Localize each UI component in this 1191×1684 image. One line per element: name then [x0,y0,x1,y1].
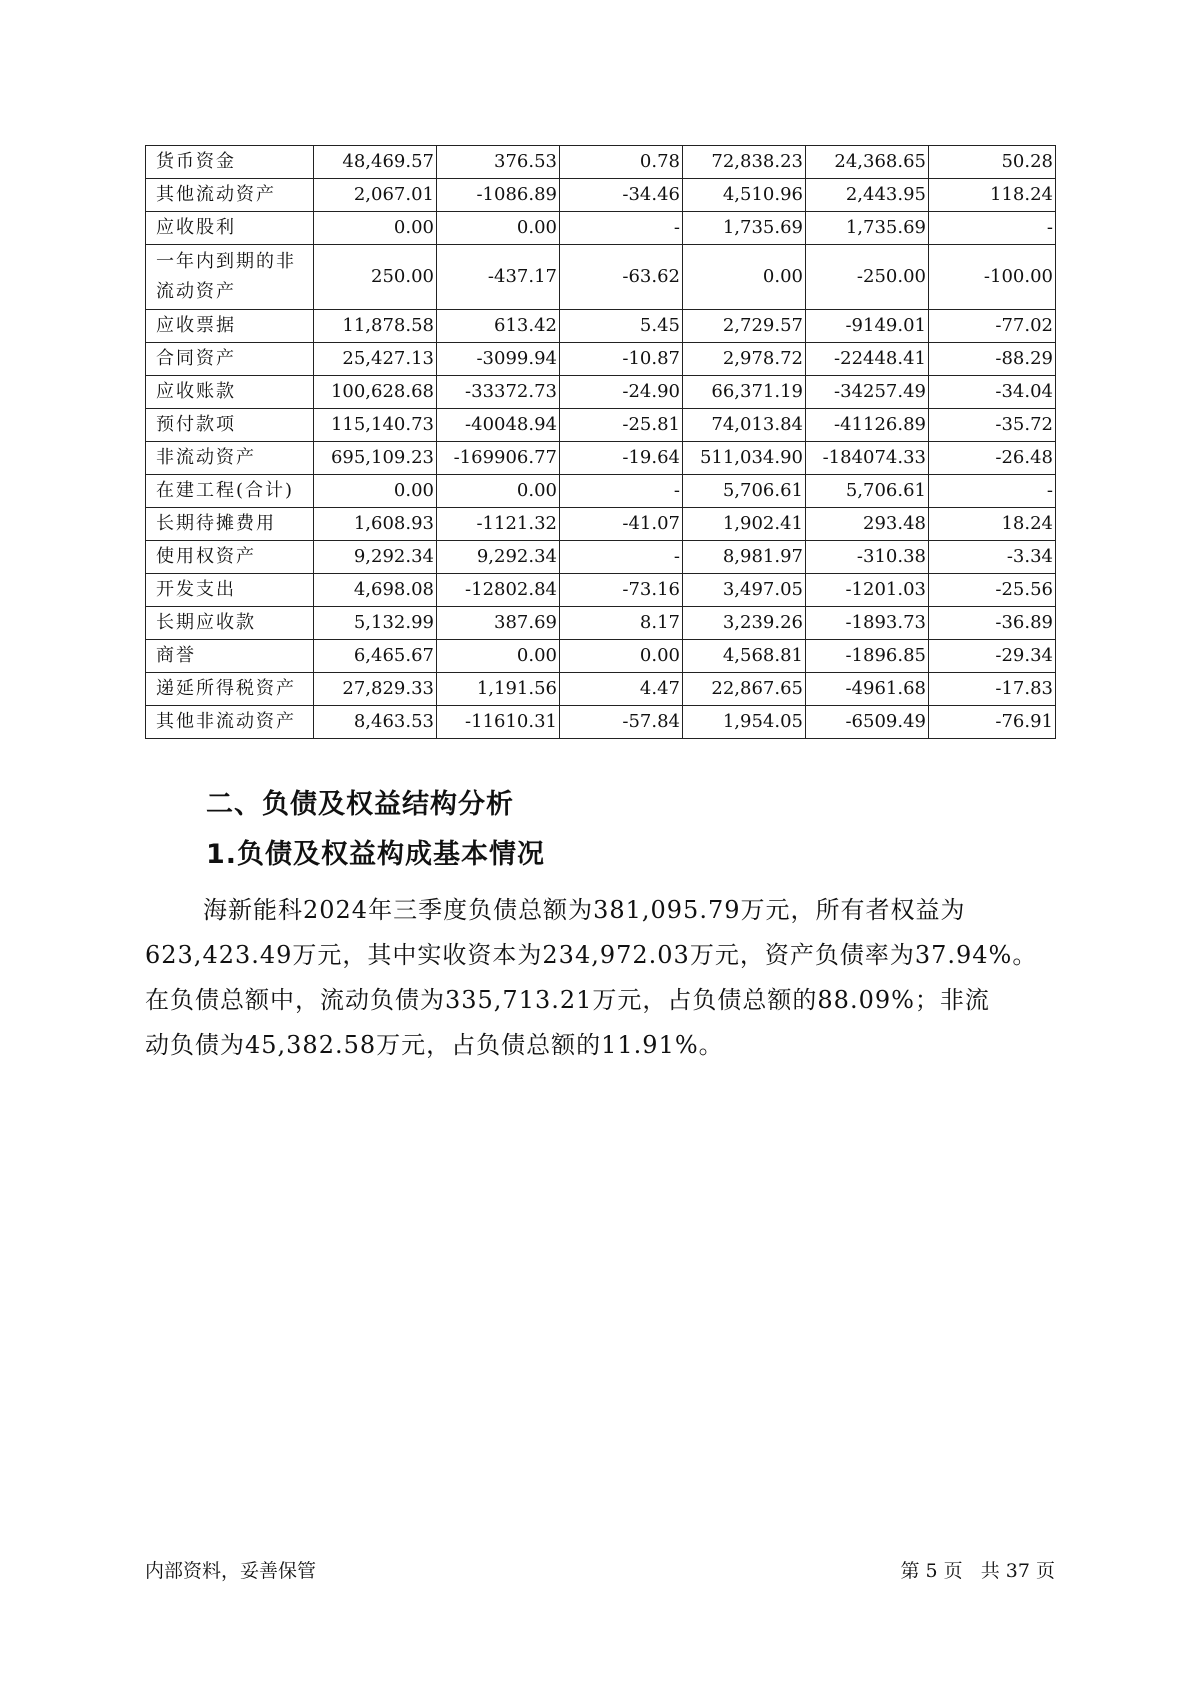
table-cell: -34257.49 [806,376,929,409]
table-cell: -310.38 [806,541,929,574]
table-row [146,640,1056,673]
table-cell: 387.69 [437,607,560,640]
table-cell: 8,463.53 [314,706,437,739]
table-cell: 5.45 [560,310,683,343]
table-cell: 5,706.61 [683,475,806,508]
table-row [146,376,1056,409]
table-cell: -1893.73 [806,607,929,640]
table-cell: 0.00 [314,475,437,508]
subsection-heading: 1.负债及权益构成基本情况 [206,839,546,870]
row-label: 其他非流动资产 [146,706,314,739]
row-label: 合同资产 [146,343,314,376]
row-label: 其他流动资产 [146,179,314,212]
table-cell: -19.64 [560,442,683,475]
table-cell: 74,013.84 [683,409,806,442]
table-cell: 1,191.56 [437,673,560,706]
table-cell: -250.00 [806,245,929,310]
row-label: 应收账款 [146,376,314,409]
table-cell: 100,628.68 [314,376,437,409]
table-row [146,212,1056,245]
table-row [146,245,1056,310]
table-cell: -25.81 [560,409,683,442]
table-cell: 2,443.95 [806,179,929,212]
table-cell: -11610.31 [437,706,560,739]
row-label: 商誉 [146,640,314,673]
table-cell: -10.87 [560,343,683,376]
table-cell: 2,067.01 [314,179,437,212]
table-row [146,673,1056,706]
table-cell: 0.00 [437,475,560,508]
footer-confidential-note: 内部资料，妥善保管 [145,1560,317,1582]
table-cell: 0.00 [437,640,560,673]
table-cell: 613.42 [437,310,560,343]
table-row [146,442,1056,475]
table-cell: 8,981.97 [683,541,806,574]
table-cell: -1896.85 [806,640,929,673]
table-cell: 2,729.57 [683,310,806,343]
table-row [146,310,1056,343]
financial-table [145,145,1056,739]
table-cell: 66,371.19 [683,376,806,409]
table-cell: -57.84 [560,706,683,739]
footer-page-number: 第 5 页 共 37 页 [900,1560,1055,1582]
paragraph-line: 动负债为45,382.58万元，占负债总额的11.91%。 [145,1031,724,1059]
table-cell: 50.28 [929,146,1056,179]
table-row [146,541,1056,574]
table-cell: 250.00 [314,245,437,310]
table-cell: 0.00 [683,245,806,310]
table-cell: 25,427.13 [314,343,437,376]
table-cell: 24,368.65 [806,146,929,179]
table-cell: 4.47 [560,673,683,706]
table-row [146,706,1056,739]
table-cell: 511,034.90 [683,442,806,475]
paragraph-line: 在负债总额中，流动负债为335,713.21万元，占负债总额的88.09%；非流 [145,986,990,1014]
table-cell: -1121.32 [437,508,560,541]
row-label: 开发支出 [146,574,314,607]
table-row [146,343,1056,376]
table-cell: -34.46 [560,179,683,212]
row-label: 应收票据 [146,310,314,343]
paragraph-line: 623,423.49万元，其中实收资本为234,972.03万元，资产负债率为37.94%。 [145,941,1038,969]
table-cell: - [560,212,683,245]
table-cell: -3.34 [929,541,1056,574]
table-cell: -24.90 [560,376,683,409]
table-cell: -25.56 [929,574,1056,607]
table-cell: 2,978.72 [683,343,806,376]
table-row [146,475,1056,508]
table-cell: 72,838.23 [683,146,806,179]
table-cell: 1,608.93 [314,508,437,541]
table-row [146,508,1056,541]
table-cell: 1,735.69 [806,212,929,245]
table-cell: 6,465.67 [314,640,437,673]
table-cell: 48,469.57 [314,146,437,179]
row-label: 长期应收款 [146,607,314,640]
table-cell: - [929,212,1056,245]
table-cell: 4,510.96 [683,179,806,212]
table-cell: -88.29 [929,343,1056,376]
table-cell: 9,292.34 [437,541,560,574]
table-cell: -41126.89 [806,409,929,442]
table-cell: -36.89 [929,607,1056,640]
body-paragraph [145,888,1057,1068]
table-cell: 695,109.23 [314,442,437,475]
row-label: 在建工程(合计) [146,475,314,508]
table-cell: - [560,541,683,574]
table-cell: -63.62 [560,245,683,310]
table-cell: 0.78 [560,146,683,179]
table-cell: -22448.41 [806,343,929,376]
table-cell: -437.17 [437,245,560,310]
table-cell: 5,706.61 [806,475,929,508]
table-cell: 293.48 [806,508,929,541]
table-cell: -4961.68 [806,673,929,706]
table-cell: -100.00 [929,245,1056,310]
table-cell: -1201.03 [806,574,929,607]
table-row [146,574,1056,607]
table-cell: 3,497.05 [683,574,806,607]
row-label: 预付款项 [146,409,314,442]
table-cell: 11,878.58 [314,310,437,343]
table-cell: 0.00 [314,212,437,245]
table-row [146,146,1056,179]
table-cell: 8.17 [560,607,683,640]
table-cell: -73.16 [560,574,683,607]
table-cell: 4,698.08 [314,574,437,607]
table-cell: 1,735.69 [683,212,806,245]
table-row [146,607,1056,640]
table-cell: 5,132.99 [314,607,437,640]
table-cell: -33372.73 [437,376,560,409]
table-cell: 0.00 [437,212,560,245]
table-cell: - [929,475,1056,508]
row-label: 递延所得税资产 [146,673,314,706]
table-cell: 22,867.65 [683,673,806,706]
table-cell: 376.53 [437,146,560,179]
table-cell: -3099.94 [437,343,560,376]
table-cell: 1,954.05 [683,706,806,739]
table-cell: 3,239.26 [683,607,806,640]
paragraph-line: 海新能科2024年三季度负债总额为381,095.79万元，所有者权益为 [203,896,966,924]
table-cell: - [560,475,683,508]
row-label: 货币资金 [146,146,314,179]
table-row [146,179,1056,212]
table-cell: 115,140.73 [314,409,437,442]
section-heading: 二、负债及权益结构分析 [206,789,514,820]
table-cell: 27,829.33 [314,673,437,706]
table-cell: 118.24 [929,179,1056,212]
table-cell: 0.00 [560,640,683,673]
table-cell: -29.34 [929,640,1056,673]
table-cell: -12802.84 [437,574,560,607]
table-cell: -40048.94 [437,409,560,442]
table-cell: 9,292.34 [314,541,437,574]
row-label: 长期待摊费用 [146,508,314,541]
row-label: 非流动资产 [146,442,314,475]
table-cell: -26.48 [929,442,1056,475]
table-cell: -76.91 [929,706,1056,739]
table-cell: -77.02 [929,310,1056,343]
table-cell: -35.72 [929,409,1056,442]
row-label: 应收股利 [146,212,314,245]
table-cell: -184074.33 [806,442,929,475]
table-cell: -6509.49 [806,706,929,739]
table-cell: -169906.77 [437,442,560,475]
table-cell: 1,902.41 [683,508,806,541]
table-cell: 18.24 [929,508,1056,541]
table-cell: -41.07 [560,508,683,541]
table-row [146,409,1056,442]
table-cell: 4,568.81 [683,640,806,673]
table-cell: -1086.89 [437,179,560,212]
row-label: 一年内到期的非流动资产 [146,245,314,310]
table-cell: -17.83 [929,673,1056,706]
row-label: 使用权资产 [146,541,314,574]
table-cell: -9149.01 [806,310,929,343]
table-cell: -34.04 [929,376,1056,409]
